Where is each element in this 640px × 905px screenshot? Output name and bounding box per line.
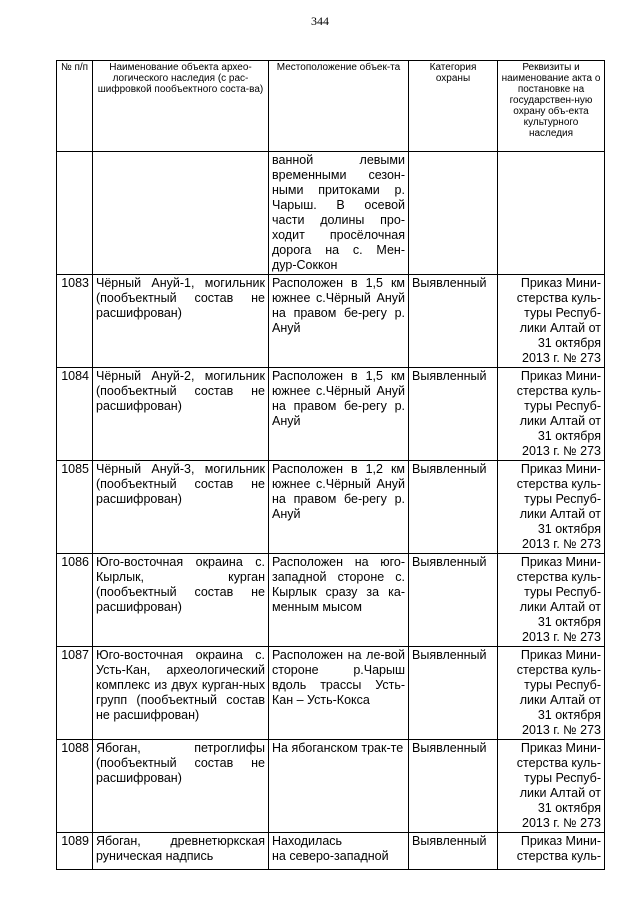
location-line: дорога на с. Мен-: [272, 243, 405, 257]
cell-name: Ябоган, петроглифы (пообъектный состав не расшифрован): [93, 740, 269, 833]
act-line: лики Алтай от: [519, 693, 601, 707]
act-line: 2013 г. № 273: [522, 351, 601, 365]
act-line: 2013 г. № 273: [522, 723, 601, 737]
act-line: стерства куль-: [516, 849, 601, 863]
cell-num: [57, 152, 93, 275]
header-act: Реквизиты и наименование акта о постановке на государствен-ную охрану объ-екта культурного наследия: [498, 61, 605, 152]
cell-num: 1086: [57, 554, 93, 647]
act-line: 2013 г. № 273: [522, 537, 601, 551]
table-row: [57, 368, 605, 461]
table-row: [57, 461, 605, 554]
cell-name: Чёрный Ануй-1, могильник (пообъектный состав не расшифрован): [93, 275, 269, 368]
cell-act: [498, 647, 605, 740]
cell-num: 1088: [57, 740, 93, 833]
cell-act: [498, 152, 605, 275]
location-line: ходит просёлочная: [272, 228, 405, 242]
cell-act: [498, 740, 605, 833]
header-name: Наименование объекта архео-логического наследия (с рас-шифровкой пообъектного соста-ва): [93, 61, 269, 152]
act-line: стерства куль-: [516, 570, 601, 584]
cell-name: Ябоган, древнетюркская руническая надпись: [93, 833, 269, 870]
act-line: Приказ Мини-: [520, 834, 601, 848]
act-line: 31 октября: [537, 801, 601, 815]
act-line: стерства куль-: [516, 384, 601, 398]
act-line: лики Алтай от: [519, 507, 601, 521]
act-line: туры Респуб-: [524, 399, 601, 413]
cell-location: На ябоганском трак-те: [269, 740, 409, 833]
table-header: [57, 61, 605, 152]
act-line: стерства куль-: [516, 663, 601, 677]
act-line: лики Алтай от: [519, 414, 601, 428]
act-line: 2013 г. № 273: [522, 444, 601, 458]
location-line: временными сезон-: [272, 168, 405, 182]
cell-act: [498, 368, 605, 461]
cell-act: [498, 833, 605, 870]
cell-name: Юго-восточная окраина с. Кырлык, курган (пообъектный состав не расшифрован): [93, 554, 269, 647]
cell-name: [93, 152, 269, 275]
table-row-continuation: [57, 152, 605, 275]
location-line: части долины про-: [272, 213, 405, 227]
cell-location: Расположен на юго-западной стороне с. Кырлык сразу за ка-менным мысом: [269, 554, 409, 647]
table-row: [57, 740, 605, 833]
act-line: стерства куль-: [516, 756, 601, 770]
act-line: 31 октября: [537, 615, 601, 629]
cell-act: [498, 461, 605, 554]
act-line: Приказ Мини-: [520, 555, 601, 569]
header-location: Местоположение объек-та: [269, 61, 409, 152]
act-line: 31 октября: [537, 522, 601, 536]
location-line: ванной левыми: [272, 153, 405, 167]
cell-num: 1087: [57, 647, 93, 740]
act-line: туры Респуб-: [524, 585, 601, 599]
act-line: Приказ Мини-: [520, 648, 601, 662]
act-line: Приказ Мини-: [520, 741, 601, 755]
cell-category: Выявленный: [409, 554, 498, 647]
cell-category: Выявленный: [409, 740, 498, 833]
location-line: дур-Соккон: [272, 258, 338, 272]
table-row: [57, 833, 605, 870]
location-line: Находилась: [272, 834, 343, 848]
cell-num: 1083: [57, 275, 93, 368]
act-line: Приказ Мини-: [520, 462, 601, 476]
act-line: 31 октября: [537, 708, 601, 722]
table-row: [57, 554, 605, 647]
cell-act: [498, 275, 605, 368]
act-line: 31 октября: [537, 429, 601, 443]
act-line: стерства куль-: [516, 477, 601, 491]
cell-location: [269, 833, 409, 870]
table-row: [57, 275, 605, 368]
cell-num: 1089: [57, 833, 93, 870]
act-line: лики Алтай от: [519, 321, 601, 335]
location-line: на северо-западной: [272, 849, 389, 863]
cell-category: [409, 152, 498, 275]
cell-location: Расположен в 1,2 км южнее с.Чёрный Ануй на правом бе-регу р. Ануй: [269, 461, 409, 554]
act-line: 2013 г. № 273: [522, 816, 601, 830]
header-num: № п/п: [57, 61, 93, 152]
page-number: 344: [311, 14, 329, 28]
act-line: стерства куль-: [516, 291, 601, 305]
act-line: туры Респуб-: [524, 306, 601, 320]
act-line: 2013 г. № 273: [522, 630, 601, 644]
cell-category: Выявленный: [409, 368, 498, 461]
cell-name: Юго-восточная окраина с. Усть-Кан, археологический комплекс из двух курган-ных групп (пообъектный состав не расшифрован): [93, 647, 269, 740]
act-line: 31 октября: [537, 336, 601, 350]
cell-location: Расположен на ле-вой стороне р.Чарыш вдоль трассы Усть-Кан – Усть-Кокса: [269, 647, 409, 740]
location-line: ными притоками р.: [272, 183, 405, 197]
act-line: туры Респуб-: [524, 678, 601, 692]
cell-name: Чёрный Ануй-3, могильник (пообъектный состав не расшифрован): [93, 461, 269, 554]
act-line: лики Алтай от: [519, 600, 601, 614]
cell-act: [498, 554, 605, 647]
cell-category: Выявленный: [409, 461, 498, 554]
table-row: [57, 647, 605, 740]
cell-category: Выявленный: [409, 833, 498, 870]
act-line: лики Алтай от: [519, 786, 601, 800]
act-line: Приказ Мини-: [520, 369, 601, 383]
cell-num: 1085: [57, 461, 93, 554]
act-line: туры Респуб-: [524, 492, 601, 506]
cell-location: [269, 152, 409, 275]
heritage-registry-table: [56, 60, 605, 870]
header-category: Категория охраны: [409, 61, 498, 152]
cell-num: 1084: [57, 368, 93, 461]
cell-name: Чёрный Ануй-2, могильник (пообъектный состав не расшифрован): [93, 368, 269, 461]
cell-category: Выявленный: [409, 647, 498, 740]
act-line: туры Респуб-: [524, 771, 601, 785]
cell-category: Выявленный: [409, 275, 498, 368]
location-line: Чарыш. В осевой: [272, 198, 405, 212]
cell-location: Расположен в 1,5 км южнее с.Чёрный Ануй на правом бе-регу р. Ануй: [269, 368, 409, 461]
act-line: Приказ Мини-: [520, 276, 601, 290]
cell-location: Расположен в 1,5 км южнее с.Чёрный Ануй на правом бе-регу р. Ануй: [269, 275, 409, 368]
